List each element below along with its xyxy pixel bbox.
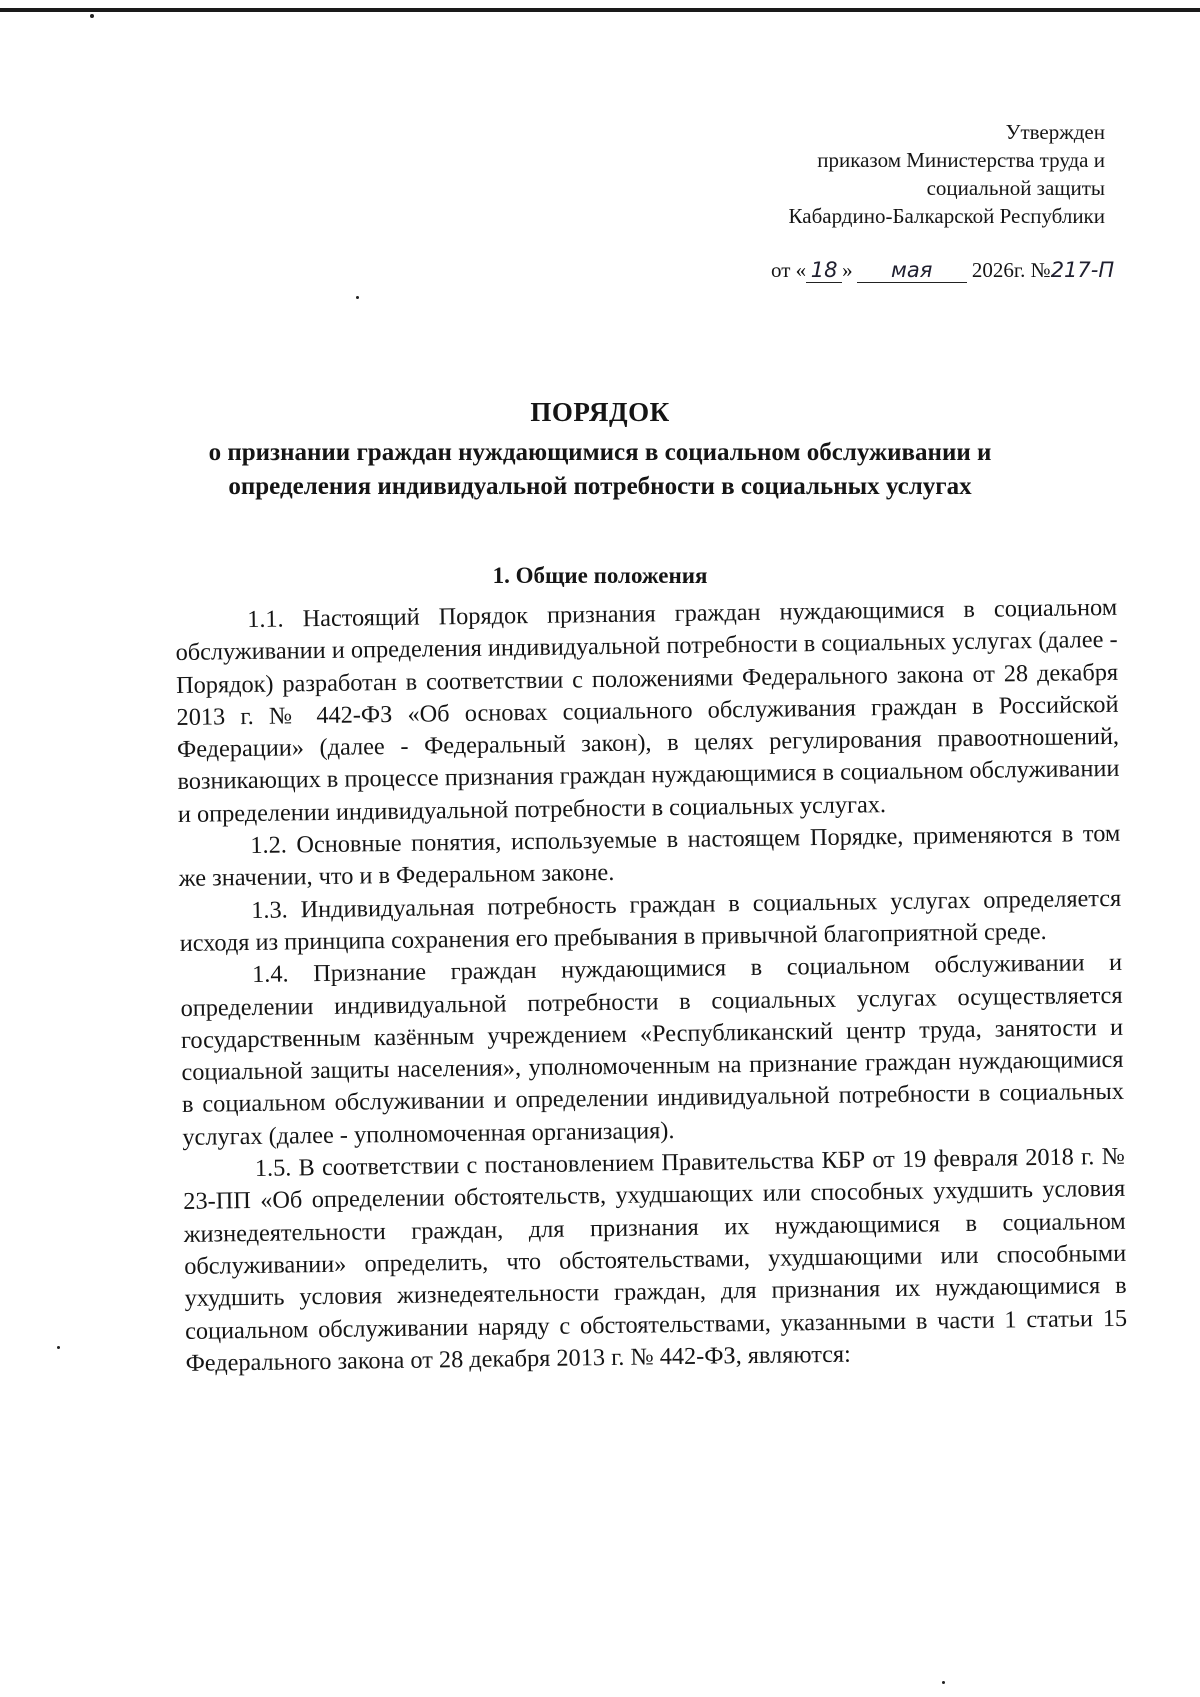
scan-speck xyxy=(90,14,94,18)
order-month-handwritten: мая xyxy=(857,258,967,283)
order-date-line xyxy=(771,258,1115,283)
scan-speck xyxy=(57,1346,60,1349)
approval-stamp-block xyxy=(789,118,1105,230)
order-day-handwritten: 18 xyxy=(806,258,842,283)
approval-line: Утвержден xyxy=(1005,120,1105,144)
document-title: ПОРЯДОК xyxy=(530,397,670,427)
paragraph-1-1: 1.1. Настоящий Порядок признания граждан нуждающимися в социальном обслуживании и определения индивидуальной потребности в социальных услугах (далее - Порядок) разработан в соответствии с положениями Федерального закона от 28 декабря 2013 г. № 442-ФЗ «Об основах социального обслуживания граждан в Российской Федерации» (далее - Федеральный закон), в целях регулирования правоотношений, возникающих в процессе признания граждан нуждающимися в социальном обслуживании и определении индивидуальной потребности в социальных услугах. xyxy=(175,593,1120,828)
approval-line: Кабардино-Балкарской Республики xyxy=(788,204,1105,228)
scan-speck xyxy=(356,296,359,299)
paragraph-1-3: 1.3. Индивидуальная потребность граждан в социальных услугах определяется исходя из принципа сохранения его пребывания в привычной благоприятной среде. xyxy=(179,884,1122,957)
paragraph-1-2: 1.2. Основные понятия, используемые в настоящем Порядке, применяются в том же значении, что и в Федеральном законе. xyxy=(178,819,1121,893)
order-prefix: от « xyxy=(771,258,807,282)
document-title-block xyxy=(150,397,1050,504)
section-heading: 1. Общие положения xyxy=(492,563,708,588)
paragraph-1-4: 1.4. Признание граждан нуждающимися в социальном обслуживании и определении индивидуальной потребности в социальных услугах осуществляется государственным казённым учреждением «Республиканский центр труда, занятости и социальной защиты населения», уполномоченным на признание граждан нуждающимися в социальном обслуживании и определении индивидуальной потребности в социальных услугах (далее - уполномоченная организация). xyxy=(180,949,1125,1151)
order-mid: » xyxy=(842,258,853,282)
scan-speck xyxy=(942,1681,945,1684)
approval-line: социальной защиты xyxy=(926,176,1105,200)
paragraph-1-5: 1.5. В соответствии с постановлением Правительства КБР от 19 февраля 2018 г. № 23-ПП «Об определении обстоятельств, ухудшающих или способных ухудшить условия жизнедеятельности граждан, для признания их нуждающимися в социальном обслуживании» определить, что обстоятельствами, ухудшающими или способными ухудшить условия жизнедеятельности граждан, для признания их нуждающимися в социальном обслуживании наряду с обстоятельствами, указанными в части 1 статьи 15 Федерального закона от 28 декабря 2013 г. № 442-ФЗ, являются: xyxy=(183,1142,1128,1377)
order-number-handwritten: 217-П xyxy=(1050,258,1115,282)
approval-line: приказом Министерства труда и xyxy=(817,148,1105,172)
order-year: 2026г. № xyxy=(971,258,1051,282)
section-body xyxy=(175,592,1128,1380)
document-subtitle: о признании граждан нуждающимися в социальном обслуживании и определения индивидуальной потребности в социальных услугах xyxy=(208,439,992,500)
scan-top-edge xyxy=(0,8,1200,12)
